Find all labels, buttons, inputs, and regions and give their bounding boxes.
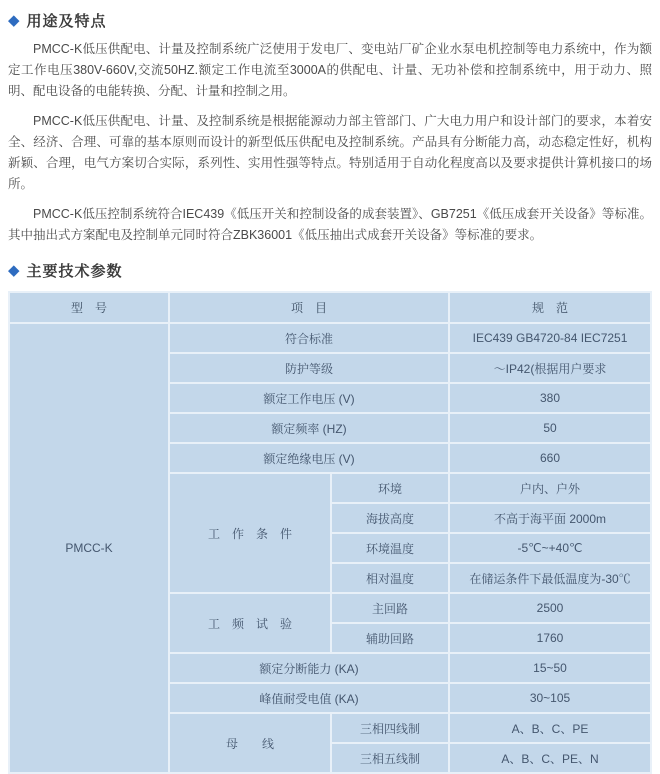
diamond-bullet-icon: ◆	[8, 262, 20, 279]
cell-spec: 50	[450, 414, 650, 442]
cell-spec: 380	[450, 384, 650, 412]
cell-group: 母 线	[170, 714, 330, 772]
cell-item: 海拔高度	[332, 504, 448, 532]
header-item: 项 目	[170, 293, 448, 322]
cell-spec: 不高于海平面 2000m	[450, 504, 650, 532]
cell-item: 主回路	[332, 594, 448, 622]
cell-item: 辅助回路	[332, 624, 448, 652]
cell-spec: A、B、C、PE、N	[450, 744, 650, 772]
header-model: 型 号	[10, 293, 168, 322]
cell-item: 环境温度	[332, 534, 448, 562]
cell-spec: IEC439 GB4720-84 IEC7251	[450, 324, 650, 352]
cell-spec: ～IP42(根据用户要求	[450, 354, 650, 382]
cell-item: 额定频率 (HZ)	[170, 414, 448, 442]
cell-spec: 15~50	[450, 654, 650, 682]
section-heading-usage	[8, 10, 652, 31]
cell-item: 三相五线制	[332, 744, 448, 772]
table-row	[10, 324, 650, 352]
usage-paragraph-1: PMCC-K低压供配电、计量及控制系统广泛使用于发电厂、变电站厂矿企业水泵电机控制等电力系统中，作为额定工作电压380V-660V,交流50HZ.额定工作电流至3000A的供配电、计量、无功补偿和控制系统中，用于动力、照明、配电设备的电能转换、分配、计量和控制之用。	[8, 42, 652, 98]
cell-spec: 户内、户外	[450, 474, 650, 502]
cell-spec: 在储运条件下最低温度为-30℃	[450, 564, 650, 592]
cell-spec: A、B、C、PE	[450, 714, 650, 742]
cell-spec: 1760	[450, 624, 650, 652]
cell-group: 工 作 条 件	[170, 474, 330, 592]
spec-table	[8, 291, 652, 774]
cell-spec: -5℃~+40℃	[450, 534, 650, 562]
usage-paragraph-2: PMCC-K低压供配电、计量、及控制系统是根据能源动力部主管部门、广大电力用户和设计部门的要求，本着安全、经济、合理、可靠的基本原则而设计的新型低压供配电及控制系统。产品具有分断能力高，动态稳定性好，机构新颖、合理，电气方案切合实际，系列性、实用性强等特点。特别适用于自动化程度高以及要求提供计算机接口的场所。	[8, 114, 652, 191]
section-title-usage: 用途及特点	[26, 13, 107, 30]
cell-item: 额定绝缘电压 (V)	[170, 444, 448, 472]
header-spec: 规 范	[450, 293, 650, 322]
cell-item: 峰值耐受电值 (KA)	[170, 684, 448, 712]
cell-item: 额定分断能力 (KA)	[170, 654, 448, 682]
cell-spec: 30~105	[450, 684, 650, 712]
cell-item: 环境	[332, 474, 448, 502]
cell-spec: 2500	[450, 594, 650, 622]
cell-spec: 660	[450, 444, 650, 472]
cell-item: 符合标准	[170, 324, 448, 352]
section-title-params: 主要技术参数	[26, 263, 123, 280]
cell-item: 防护等级	[170, 354, 448, 382]
usage-paragraph-3: PMCC-K低压控制系统符合IEC439《低压开关和控制设备的成套装置》、GB7251《低压成套开关设备》等标准。其中抽出式方案配电及控制单元同时符合ZBK36001《低压抽出式成套开关设备》等标准的要求。	[8, 207, 652, 242]
cell-group: 工 频 试 验	[170, 594, 330, 652]
cell-item: 额定工作电压 (V)	[170, 384, 448, 412]
diamond-bullet-icon: ◆	[8, 12, 20, 29]
cell-model: PMCC-K	[10, 324, 168, 772]
cell-item: 相对温度	[332, 564, 448, 592]
section-heading-params	[8, 260, 652, 281]
cell-item: 三相四线制	[332, 714, 448, 742]
table-header-row	[10, 293, 650, 322]
